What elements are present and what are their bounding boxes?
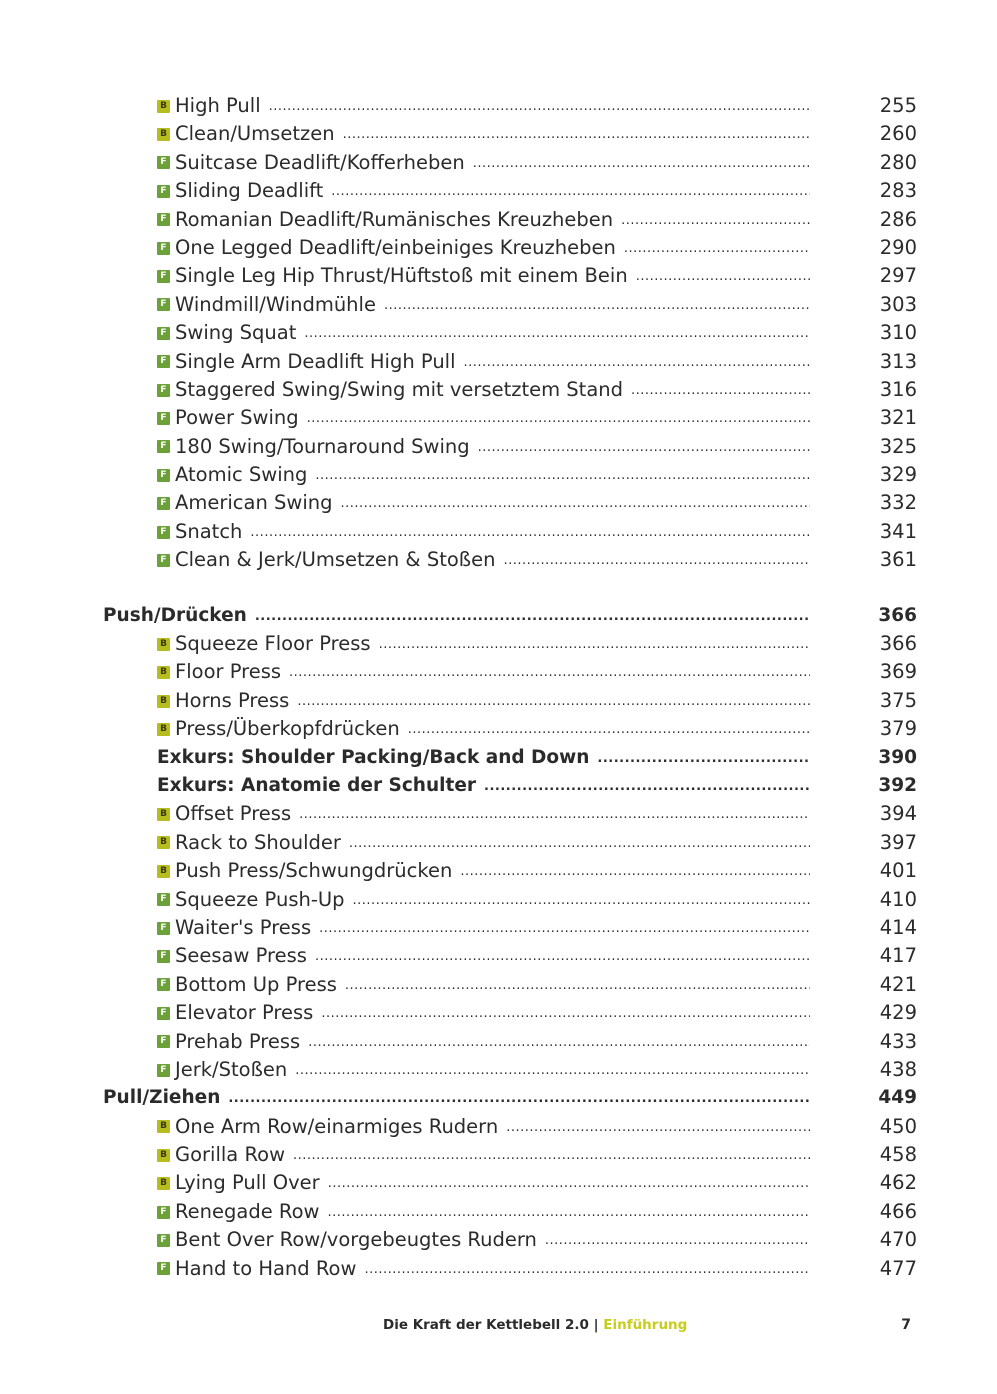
dot-leader bbox=[408, 715, 810, 743]
toc-page-number: 366 bbox=[879, 632, 917, 656]
dot-leader bbox=[621, 206, 810, 234]
toc-entry-row bbox=[0, 857, 997, 885]
basic-level-badge-icon: B bbox=[157, 865, 170, 878]
dot-leader bbox=[460, 857, 810, 885]
advanced-level-badge-icon: F bbox=[157, 950, 170, 963]
basic-level-badge-icon: B bbox=[157, 808, 170, 821]
toc-entry-lead bbox=[157, 177, 810, 205]
dot-leader bbox=[293, 1141, 810, 1169]
dot-leader bbox=[304, 319, 810, 347]
advanced-level-badge-icon: F bbox=[157, 978, 170, 991]
toc-entry-lead bbox=[157, 461, 810, 489]
page-number: 7 bbox=[901, 1317, 911, 1333]
toc-page-number: 477 bbox=[879, 1256, 917, 1280]
toc-entry-row bbox=[0, 489, 997, 517]
toc-entry-label: Staggered Swing/Swing mit versetztem Stand bbox=[175, 377, 624, 401]
toc-entry-row bbox=[0, 433, 997, 461]
toc-page-number: 401 bbox=[879, 859, 917, 883]
toc-entry-label: One Legged Deadlift/einbeiniges Kreuzheben bbox=[175, 235, 616, 259]
toc-entry-lead bbox=[157, 1226, 810, 1254]
dot-leader bbox=[295, 1056, 810, 1084]
toc-page-number: 290 bbox=[879, 235, 917, 259]
toc-entry-lead bbox=[157, 376, 810, 404]
toc-entry-row bbox=[0, 658, 997, 686]
dot-leader bbox=[636, 262, 810, 290]
toc-entry-label: Exkurs: Shoulder Packing/Back and Down bbox=[157, 746, 590, 768]
toc-entry-row bbox=[0, 206, 997, 234]
footer-separator: | bbox=[593, 1317, 599, 1333]
basic-level-badge-icon: B bbox=[157, 128, 170, 141]
toc-entry-row bbox=[0, 1198, 997, 1226]
advanced-level-badge-icon: F bbox=[157, 1262, 170, 1275]
dot-leader bbox=[631, 376, 810, 404]
toc-entry-label: Atomic Swing bbox=[175, 463, 308, 487]
toc-page-number: 417 bbox=[879, 944, 917, 968]
toc-entry-lead bbox=[157, 658, 810, 686]
dot-leader bbox=[228, 1084, 810, 1112]
toc-entry-row bbox=[0, 914, 997, 942]
dot-leader bbox=[473, 149, 810, 177]
toc-entry-lead bbox=[103, 1084, 810, 1112]
toc-entry-label: Windmill/Windmühle bbox=[175, 292, 376, 316]
toc-page-number: 458 bbox=[879, 1143, 917, 1167]
toc-entry-row bbox=[0, 971, 997, 999]
toc-entry-label: Romanian Deadlift/Rumänisches Kreuzheben bbox=[175, 207, 614, 231]
advanced-level-badge-icon: F bbox=[157, 1007, 170, 1020]
toc-excursus-row bbox=[0, 744, 997, 772]
dot-leader bbox=[597, 744, 810, 772]
toc-entry-row bbox=[0, 518, 997, 546]
toc-entry-row bbox=[0, 234, 997, 262]
toc-entry-label: Swing Squat bbox=[175, 321, 297, 345]
basic-level-badge-icon: B bbox=[157, 723, 170, 736]
toc-entry-label: Power Swing bbox=[175, 406, 299, 430]
toc-entry-lead bbox=[157, 234, 810, 262]
toc-entry-lead bbox=[157, 1198, 810, 1226]
dot-leader bbox=[297, 687, 810, 715]
toc-entry-lead bbox=[157, 518, 810, 546]
toc-entry-lead bbox=[157, 319, 810, 347]
toc-entry-lead bbox=[157, 404, 810, 432]
toc-entry-label: Lying Pull Over bbox=[175, 1171, 320, 1195]
toc-entry-row bbox=[0, 715, 997, 743]
toc-entry-row bbox=[0, 461, 997, 489]
advanced-level-badge-icon: F bbox=[157, 298, 170, 311]
toc-entry-row bbox=[0, 348, 997, 376]
toc-entry-lead bbox=[157, 489, 810, 517]
basic-level-badge-icon: B bbox=[157, 695, 170, 708]
toc-entry-row bbox=[0, 262, 997, 290]
advanced-level-badge-icon: F bbox=[157, 469, 170, 482]
toc-page-number: 410 bbox=[879, 887, 917, 911]
toc-entry-label: Jerk/Stoßen bbox=[175, 1057, 288, 1081]
basic-level-badge-icon: B bbox=[157, 638, 170, 651]
toc-entry-label: Pull/Ziehen bbox=[103, 1087, 221, 1109]
dot-leader bbox=[364, 1255, 810, 1283]
advanced-level-badge-icon: F bbox=[157, 440, 170, 453]
toc-page-number: 283 bbox=[879, 179, 917, 203]
toc-page-number: 414 bbox=[879, 915, 917, 939]
toc-entry-lead bbox=[157, 744, 810, 772]
toc-entry-row bbox=[0, 376, 997, 404]
dot-leader bbox=[328, 1169, 810, 1197]
toc-entry-label: Gorilla Row bbox=[175, 1143, 286, 1167]
advanced-level-badge-icon: F bbox=[157, 893, 170, 906]
toc-entry-lead bbox=[157, 1028, 810, 1056]
toc-entry-lead bbox=[157, 262, 810, 290]
toc-entry-label: One Arm Row/einarmiges Rudern bbox=[175, 1114, 499, 1138]
toc-page-number: 310 bbox=[879, 321, 917, 345]
toc-page-number: 321 bbox=[879, 406, 917, 430]
toc-entry-lead bbox=[157, 1113, 810, 1141]
dot-leader bbox=[384, 291, 810, 319]
advanced-level-badge-icon: F bbox=[157, 270, 170, 283]
table-of-contents bbox=[0, 92, 997, 1283]
toc-entry-label: 180 Swing/Tournaround Swing bbox=[175, 434, 470, 458]
dot-leader bbox=[345, 971, 810, 999]
basic-level-badge-icon: B bbox=[157, 666, 170, 679]
dot-leader bbox=[319, 914, 810, 942]
toc-excursus-row bbox=[0, 772, 997, 800]
toc-entry-label: Squeeze Floor Press bbox=[175, 632, 371, 656]
toc-entry-row bbox=[0, 1141, 997, 1169]
dot-leader bbox=[478, 433, 810, 461]
toc-entry-label: Horns Press bbox=[175, 688, 290, 712]
toc-entry-label: Prehab Press bbox=[175, 1029, 301, 1053]
advanced-level-badge-icon: F bbox=[157, 412, 170, 425]
dot-leader bbox=[250, 518, 810, 546]
toc-entry-label: Bent Over Row/vorgebeugtes Rudern bbox=[175, 1228, 537, 1252]
toc-entry-lead bbox=[157, 800, 810, 828]
toc-entry-lead bbox=[157, 971, 810, 999]
advanced-level-badge-icon: F bbox=[157, 554, 170, 567]
toc-page-number: 332 bbox=[879, 491, 917, 515]
advanced-level-badge-icon: F bbox=[157, 213, 170, 226]
toc-entry-label: Press/Überkopfdrücken bbox=[175, 717, 400, 741]
dot-leader bbox=[315, 461, 810, 489]
toc-entry-lead bbox=[157, 120, 810, 148]
toc-page-number: 394 bbox=[879, 802, 917, 826]
dot-leader bbox=[299, 800, 810, 828]
dot-leader bbox=[506, 1113, 810, 1141]
toc-entry-row bbox=[0, 319, 997, 347]
toc-entry-lead bbox=[157, 914, 810, 942]
dot-leader bbox=[379, 630, 810, 658]
toc-page-number: 313 bbox=[879, 349, 917, 373]
toc-entry-lead bbox=[157, 829, 810, 857]
toc-page-number: 341 bbox=[879, 519, 917, 543]
toc-entry-row bbox=[0, 92, 997, 120]
toc-entry-lead bbox=[157, 1169, 810, 1197]
toc-entry-label: Suitcase Deadlift/Kofferheben bbox=[175, 150, 465, 174]
footer-section: Einführung bbox=[603, 1317, 688, 1333]
toc-page-number: 462 bbox=[879, 1171, 917, 1195]
toc-entry-row bbox=[0, 687, 997, 715]
toc-entry-row bbox=[0, 404, 997, 432]
dot-leader bbox=[353, 886, 810, 914]
toc-page-number: 361 bbox=[879, 548, 917, 572]
dot-leader bbox=[624, 234, 810, 262]
toc-page-number: 392 bbox=[878, 774, 917, 796]
toc-entry-label: American Swing bbox=[175, 491, 333, 515]
toc-entry-label: Squeeze Push-Up bbox=[175, 887, 345, 911]
dot-leader bbox=[343, 120, 810, 148]
toc-entry-label: Elevator Press bbox=[175, 1001, 314, 1025]
toc-entry-label: Floor Press bbox=[175, 660, 282, 684]
advanced-level-badge-icon: F bbox=[157, 1035, 170, 1048]
toc-page-number: 449 bbox=[878, 1087, 917, 1109]
toc-entry-lead bbox=[157, 1255, 810, 1283]
toc-entry-label: Sliding Deadlift bbox=[175, 179, 324, 203]
toc-entry-row bbox=[0, 120, 997, 148]
toc-entry-row bbox=[0, 1113, 997, 1141]
dot-leader bbox=[349, 829, 810, 857]
toc-entry-label: Seesaw Press bbox=[175, 944, 307, 968]
toc-page-number: 369 bbox=[879, 660, 917, 684]
toc-page-number: 280 bbox=[879, 150, 917, 174]
toc-entry-row bbox=[0, 800, 997, 828]
toc-entry-label: Clean/Umsetzen bbox=[175, 122, 335, 146]
toc-page-number: 255 bbox=[879, 94, 917, 117]
toc-entry-row bbox=[0, 1056, 997, 1084]
toc-page-number: 375 bbox=[879, 688, 917, 712]
toc-page-number: 303 bbox=[879, 292, 917, 316]
toc-entry-label: High Pull bbox=[175, 94, 261, 117]
dot-leader bbox=[307, 404, 810, 432]
toc-page-number: 329 bbox=[879, 463, 917, 487]
dot-leader bbox=[315, 942, 810, 970]
toc-entry-lead bbox=[157, 715, 810, 743]
toc-page-number: 450 bbox=[879, 1114, 917, 1138]
dot-leader bbox=[484, 772, 810, 800]
toc-entry-label: Snatch bbox=[175, 519, 243, 543]
advanced-level-badge-icon: F bbox=[157, 922, 170, 935]
toc-entry-row bbox=[0, 546, 997, 574]
toc-entry-lead bbox=[157, 687, 810, 715]
toc-entry-lead bbox=[157, 206, 810, 234]
footer-running-title bbox=[383, 1317, 687, 1333]
toc-page-number: 466 bbox=[879, 1199, 917, 1223]
advanced-level-badge-icon: F bbox=[157, 327, 170, 340]
toc-entry-label: Rack to Shoulder bbox=[175, 830, 341, 854]
toc-entry-lead bbox=[157, 857, 810, 885]
toc-entry-label: Offset Press bbox=[175, 802, 292, 826]
dot-leader bbox=[331, 177, 810, 205]
advanced-level-badge-icon: F bbox=[157, 526, 170, 539]
toc-entry-lead bbox=[157, 291, 810, 319]
toc-page-number: 397 bbox=[879, 830, 917, 854]
toc-chapter-row bbox=[0, 602, 997, 630]
basic-level-badge-icon: B bbox=[157, 836, 170, 849]
toc-page-number: 390 bbox=[878, 746, 917, 768]
advanced-level-badge-icon: F bbox=[157, 1206, 170, 1219]
advanced-level-badge-icon: F bbox=[157, 384, 170, 397]
dot-leader bbox=[545, 1226, 810, 1254]
advanced-level-badge-icon: F bbox=[157, 156, 170, 169]
toc-page-number: 433 bbox=[879, 1029, 917, 1053]
toc-entry-row bbox=[0, 149, 997, 177]
toc-entry-lead bbox=[103, 602, 810, 630]
dot-leader bbox=[321, 999, 810, 1027]
toc-entry-row bbox=[0, 942, 997, 970]
dot-leader bbox=[269, 92, 810, 120]
toc-page-number: 429 bbox=[879, 1001, 917, 1025]
toc-entry-label: Exkurs: Anatomie der Schulter bbox=[157, 774, 476, 796]
toc-entry-label: Push/Drücken bbox=[103, 604, 247, 626]
toc-entry-lead bbox=[157, 630, 810, 658]
toc-entry-lead bbox=[157, 999, 810, 1027]
dot-leader bbox=[308, 1028, 810, 1056]
toc-entry-lead bbox=[157, 1056, 810, 1084]
toc-entry-row bbox=[0, 1226, 997, 1254]
toc-entry-label: Single Leg Hip Thrust/Hüftstoß mit einem Bein bbox=[175, 264, 628, 288]
toc-page-number: 316 bbox=[879, 377, 917, 401]
toc-entry-label: Clean & Jerk/Umsetzen & Stoßen bbox=[175, 548, 496, 572]
toc-page-number: 421 bbox=[879, 972, 917, 996]
toc-entry-lead bbox=[157, 1141, 810, 1169]
toc-entry-label: Push Press/Schwungdrücken bbox=[175, 859, 453, 883]
toc-page-number: 286 bbox=[879, 207, 917, 231]
toc-page-number: 470 bbox=[879, 1228, 917, 1252]
dot-leader bbox=[289, 658, 810, 686]
toc-entry-row bbox=[0, 1028, 997, 1056]
page-footer bbox=[0, 1317, 997, 1339]
dot-leader bbox=[340, 489, 810, 517]
toc-chapter-row bbox=[0, 1084, 997, 1112]
toc-entry-row bbox=[0, 829, 997, 857]
toc-entry-label: Hand to Hand Row bbox=[175, 1256, 357, 1280]
dot-leader bbox=[255, 602, 810, 630]
toc-page-number: 325 bbox=[879, 434, 917, 458]
dot-leader bbox=[327, 1198, 810, 1226]
toc-entry-label: Single Arm Deadlift High Pull bbox=[175, 349, 456, 373]
toc-entry-row bbox=[0, 630, 997, 658]
toc-page-number: 438 bbox=[879, 1057, 917, 1081]
toc-entry-row bbox=[0, 1169, 997, 1197]
toc-page-number: 297 bbox=[879, 264, 917, 288]
footer-book-title: Die Kraft der Kettlebell 2.0 bbox=[383, 1317, 589, 1333]
advanced-level-badge-icon: F bbox=[157, 355, 170, 368]
toc-entry-label: Renegade Row bbox=[175, 1199, 320, 1223]
toc-entry-row bbox=[0, 177, 997, 205]
advanced-level-badge-icon: F bbox=[157, 185, 170, 198]
toc-entry-row bbox=[0, 999, 997, 1027]
toc-entry-lead bbox=[157, 772, 810, 800]
basic-level-badge-icon: B bbox=[157, 100, 170, 113]
dot-leader bbox=[503, 546, 810, 574]
advanced-level-badge-icon: F bbox=[157, 1064, 170, 1077]
basic-level-badge-icon: B bbox=[157, 1120, 170, 1133]
toc-entry-row bbox=[0, 1255, 997, 1283]
toc-entry-row bbox=[0, 291, 997, 319]
advanced-level-badge-icon: F bbox=[157, 1234, 170, 1247]
toc-page-number: 379 bbox=[879, 717, 917, 741]
toc-entry-label: Waiter's Press bbox=[175, 915, 312, 939]
toc-page-number: 366 bbox=[878, 604, 917, 626]
toc-entry-lead bbox=[157, 942, 810, 970]
dot-leader bbox=[464, 348, 810, 376]
toc-entry-lead bbox=[157, 886, 810, 914]
toc-entry-row bbox=[0, 886, 997, 914]
advanced-level-badge-icon: F bbox=[157, 242, 170, 255]
basic-level-badge-icon: B bbox=[157, 1149, 170, 1162]
toc-entry-lead bbox=[157, 149, 810, 177]
toc-entry-lead bbox=[157, 433, 810, 461]
advanced-level-badge-icon: F bbox=[157, 497, 170, 510]
toc-entry-label: Bottom Up Press bbox=[175, 972, 337, 996]
toc-page-number: 260 bbox=[879, 122, 917, 146]
basic-level-badge-icon: B bbox=[157, 1177, 170, 1190]
toc-entry-lead bbox=[157, 546, 810, 574]
toc-entry-lead bbox=[157, 348, 810, 376]
toc-entry-lead bbox=[157, 92, 810, 120]
